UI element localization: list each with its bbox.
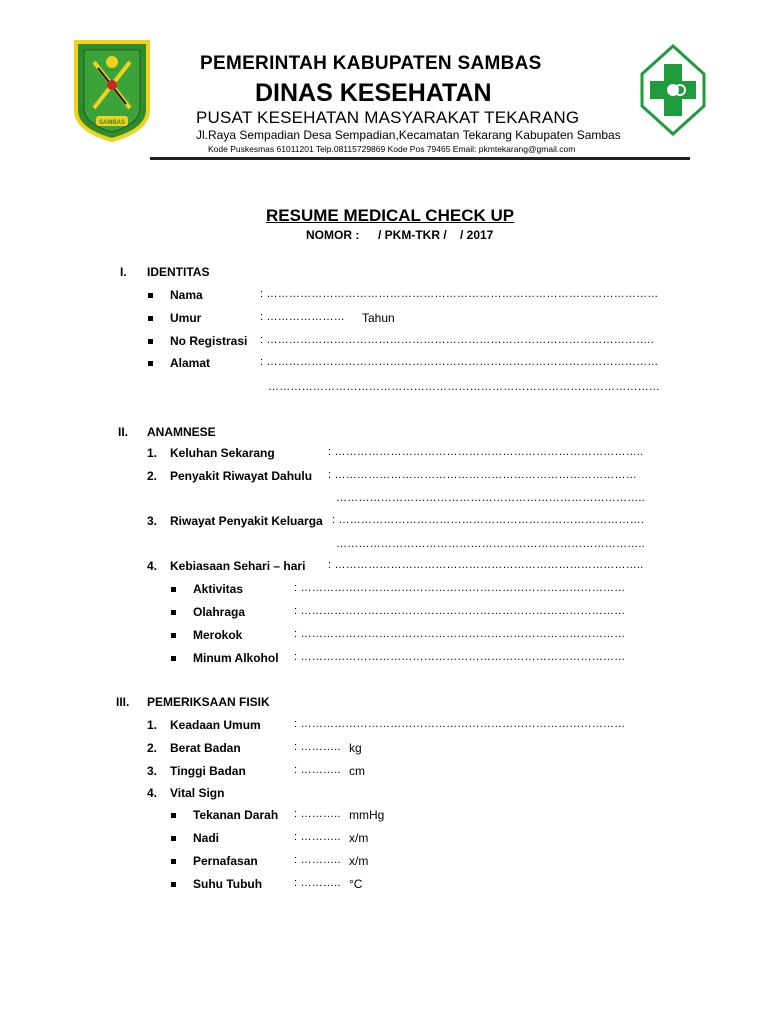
fisik-2-number: 2. — [147, 741, 158, 755]
field-label-no-registrasi: No Registrasi — [170, 334, 248, 348]
bullet-icon — [148, 339, 153, 344]
anamnese-3-label: Riwayat Penyakit Keluarga — [170, 514, 323, 528]
bullet-icon — [171, 882, 176, 887]
field-label-alamat: Alamat — [170, 356, 211, 370]
vital-label-pernafasan: Pernafasan — [193, 854, 258, 868]
vital-label-nadi: Nadi — [193, 831, 220, 845]
fisik-1-value: : …………………………………………………………………………… — [294, 718, 626, 730]
regency-crest-icon — [70, 38, 154, 144]
anamnese-1-number: 1. — [147, 446, 158, 460]
letterhead-line-4: Jl.Raya Sempadian Desa Sempadian,Kecamatan Tekarang Kabupaten Sambas — [196, 128, 621, 142]
habit-value-merokok: : …………………………………………………………………………… — [294, 628, 626, 640]
document-title: RESUME MEDICAL CHECK UP — [266, 206, 515, 225]
habit-label-olahraga: Olahraga — [193, 605, 246, 619]
fisik-2-unit: kg — [349, 741, 362, 755]
nomor-value: / PKM-TKR / / 2017 — [378, 228, 494, 242]
letterhead-line-3: PUSAT KESEHATAN MASYARAKAT TEKARANG — [196, 108, 580, 127]
bullet-icon — [171, 656, 176, 661]
vital-value-tekanan-darah: : ……….. — [294, 808, 341, 820]
bullet-icon — [171, 587, 176, 592]
habit-value-minum-alkohol: : …………………………………………………………………………… — [294, 651, 626, 663]
alamat-continuation: …………………………………………………………………………………………… — [268, 381, 660, 393]
fisik-3-number: 3. — [147, 764, 158, 778]
habit-value-aktivitas: : …………………………………………………………………………… — [294, 582, 626, 594]
bullet-icon — [171, 813, 176, 818]
anamnese-2-number: 2. — [147, 469, 158, 483]
vital-unit-pernafasan: x/m — [349, 854, 369, 868]
habit-label-merokok: Merokok — [193, 628, 243, 642]
field-value-alamat: : …………………………………………………………………………………………… — [260, 356, 659, 368]
vital-value-suhu-tubuh: : ……….. — [294, 877, 341, 889]
anamnese-3-continuation: ……………………………………………………………………….. — [336, 538, 645, 550]
vital-label-tekanan-darah: Tekanan Darah — [193, 808, 279, 822]
section-3-number: III. — [116, 695, 130, 709]
vital-unit-tekanan-darah: mmHg — [349, 808, 385, 822]
bullet-icon — [148, 316, 153, 321]
field-value-nama: : …………………………………………………………………………………………… — [260, 288, 659, 300]
anamnese-1-value: : ……………………………………………………………………….. — [328, 446, 644, 458]
fisik-4-label: Vital Sign — [170, 786, 225, 800]
fisik-3-label: Tinggi Badan — [170, 764, 246, 778]
section-3-title: PEMERIKSAAN FISIK — [147, 695, 270, 709]
vital-value-pernafasan: : ……….. — [294, 854, 341, 866]
field-label-umur: Umur — [170, 311, 202, 325]
anamnese-4-label: Kebiasaan Sehari – hari — [170, 559, 306, 573]
fisik-2-value: : ……….. — [294, 741, 341, 753]
anamnese-3-number: 3. — [147, 514, 158, 528]
field-suffix-tahun: Tahun — [362, 311, 395, 325]
field-label-nama: Nama — [170, 288, 203, 302]
bullet-icon — [148, 361, 153, 366]
letterhead-divider — [150, 157, 690, 160]
anamnese-4-number: 4. — [147, 559, 158, 573]
fisik-1-number: 1. — [147, 718, 158, 732]
vital-unit-suhu-tubuh: °C — [349, 877, 363, 891]
section-1-title: IDENTITAS — [147, 265, 210, 279]
bullet-icon — [148, 293, 153, 298]
fisik-3-value: : ……….. — [294, 764, 341, 776]
bullet-icon — [171, 859, 176, 864]
anamnese-4-value: : ……………………………………………………………………….. — [328, 559, 644, 571]
fisik-3-unit: cm — [349, 764, 365, 778]
field-value-no-registrasi: : ………………………………………………………………………………………….. — [260, 334, 654, 346]
bullet-icon — [171, 610, 176, 615]
crest-text: SAMBAS — [98, 120, 126, 126]
habit-label-aktivitas: Aktivitas — [193, 582, 244, 596]
anamnese-1-label: Keluhan Sekarang — [170, 446, 275, 460]
vital-value-nadi: : ……….. — [294, 831, 341, 843]
vital-unit-nadi: x/m — [349, 831, 369, 845]
section-1-number: I. — [120, 265, 127, 279]
bullet-icon — [171, 633, 176, 638]
letterhead-line-2: DINAS KESEHATAN — [255, 79, 492, 107]
habit-value-olahraga: : …………………………………………………………………………… — [294, 605, 626, 617]
anamnese-3-value: : ………………………………………………………………………. — [332, 514, 645, 526]
vital-label-suhu-tubuh: Suhu Tubuh — [193, 877, 263, 891]
habit-label-minum-alkohol: Minum Alkohol — [193, 651, 279, 665]
puskesmas-cross-icon — [640, 44, 706, 136]
letterhead-line-1: PEMERINTAH KABUPATEN SAMBAS — [200, 53, 542, 74]
fisik-2-label: Berat Badan — [170, 741, 241, 755]
bullet-icon — [171, 836, 176, 841]
anamnese-2-continuation: ……………………………………………………………………….. — [336, 492, 645, 504]
anamnese-2-value: : ……………………………………………………………………… — [328, 469, 637, 481]
fisik-4-number: 4. — [147, 786, 158, 800]
section-2-number: II. — [118, 425, 129, 439]
anamnese-2-label: Penyakit Riwayat Dahulu — [170, 469, 313, 483]
section-2-title: ANAMNESE — [147, 425, 216, 439]
field-value-umur: : ………………… — [260, 311, 345, 323]
letterhead-line-5: Kode Puskesmas 61011201 Telp.08115729869 Kode Pos 79465 Email: pkmtekarang@gmail.com — [208, 144, 576, 154]
nomor-label: NOMOR : — [306, 228, 360, 242]
fisik-1-label: Keadaan Umum — [170, 718, 261, 732]
